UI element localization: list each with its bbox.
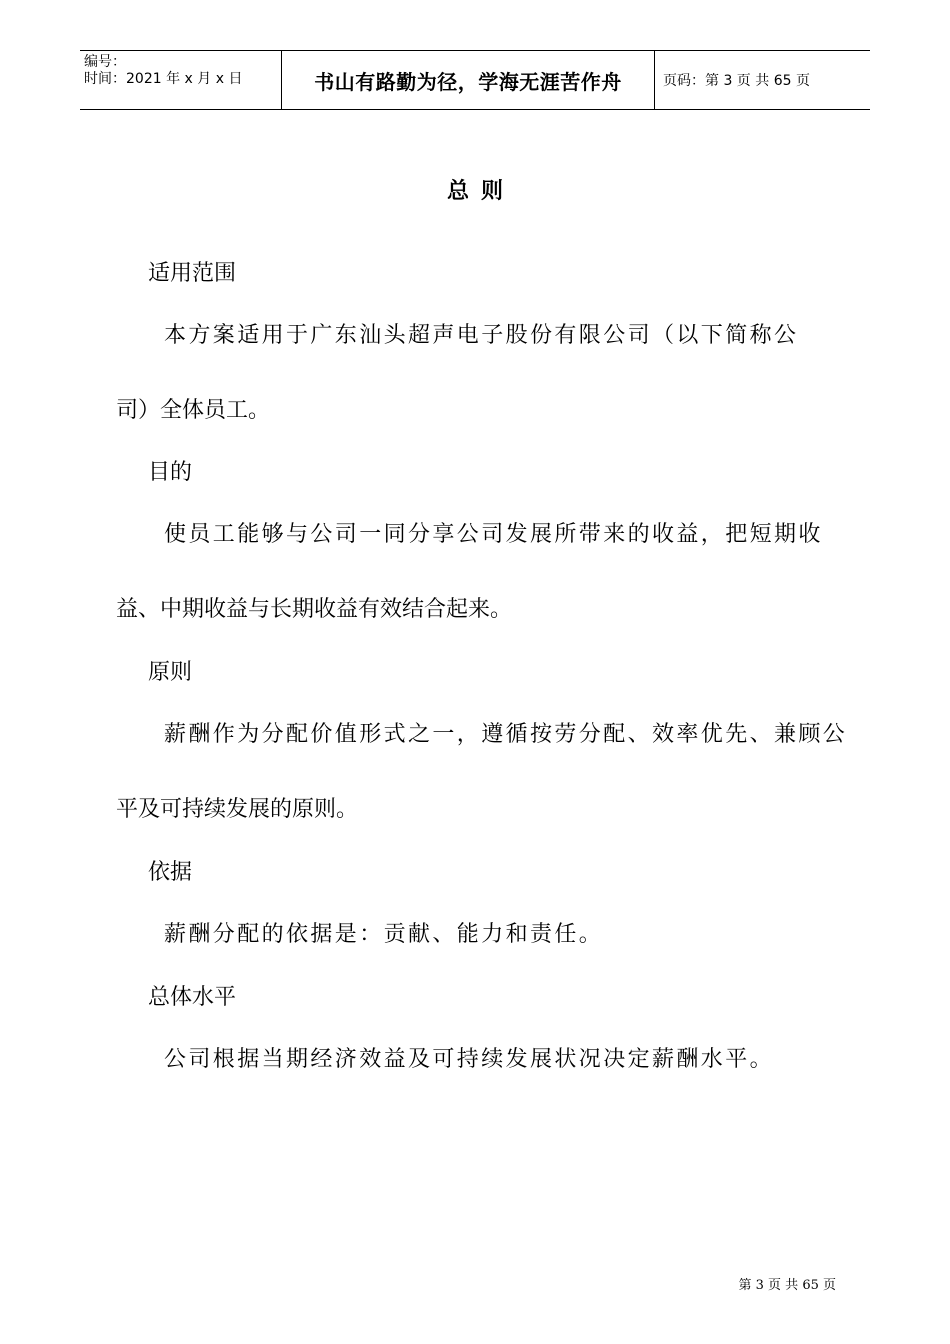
header-time-label: 时间：2021 年 x 月 x 日 bbox=[84, 71, 243, 87]
paragraph-line: 益、中期收益与长期收益有效结合起来。 bbox=[116, 597, 513, 622]
page-title: 总则 bbox=[446, 179, 515, 204]
section-body-principle bbox=[116, 720, 860, 750]
paragraph-line: 薪酬作为分配价值形式之一，遵循按劳分配、效率优先、兼顾公 bbox=[164, 722, 848, 747]
paragraph-line: 平及可持续发展的原则。 bbox=[116, 797, 359, 822]
section-body-purpose-cont bbox=[116, 595, 860, 625]
header-motto: 书山有路勤为径，学海无涯苦作舟 bbox=[282, 51, 655, 109]
footer-page-info: 第 3 页 共 65 页 bbox=[738, 1278, 836, 1293]
header-meta bbox=[80, 51, 282, 109]
header-page-info: 页码：第 3 页 共 65 页 bbox=[663, 73, 810, 89]
section-body-scope-cont bbox=[116, 396, 860, 426]
section-body-basis bbox=[116, 920, 860, 950]
paragraph-line: 本方案适用于广东汕头超声电子股份有限公司（以下简称公 bbox=[164, 323, 799, 348]
paragraph-line: 使员工能够与公司一同分享公司发展所带来的收益，把短期收 bbox=[164, 522, 823, 547]
section-heading-basis: 依据 bbox=[148, 860, 193, 885]
section-heading-overall-level: 总体水平 bbox=[148, 985, 237, 1010]
document-header bbox=[80, 50, 870, 110]
paragraph-line: 薪酬分配的依据是：贡献、能力和责任。 bbox=[164, 922, 604, 947]
section-heading-scope: 适用范围 bbox=[148, 261, 237, 286]
section-heading-purpose: 目的 bbox=[148, 460, 193, 485]
section-body-overall-level bbox=[116, 1045, 860, 1075]
section-body-scope bbox=[116, 321, 860, 351]
section-body-principle-cont bbox=[116, 795, 860, 825]
section-body-purpose bbox=[116, 520, 860, 550]
paragraph-line: 公司根据当期经济效益及可持续发展状况决定薪酬水平。 bbox=[164, 1047, 775, 1072]
paragraph-line: 司）全体员工。 bbox=[116, 398, 271, 423]
header-number-label: 编号： bbox=[84, 54, 126, 70]
section-heading-principle: 原则 bbox=[148, 660, 193, 685]
